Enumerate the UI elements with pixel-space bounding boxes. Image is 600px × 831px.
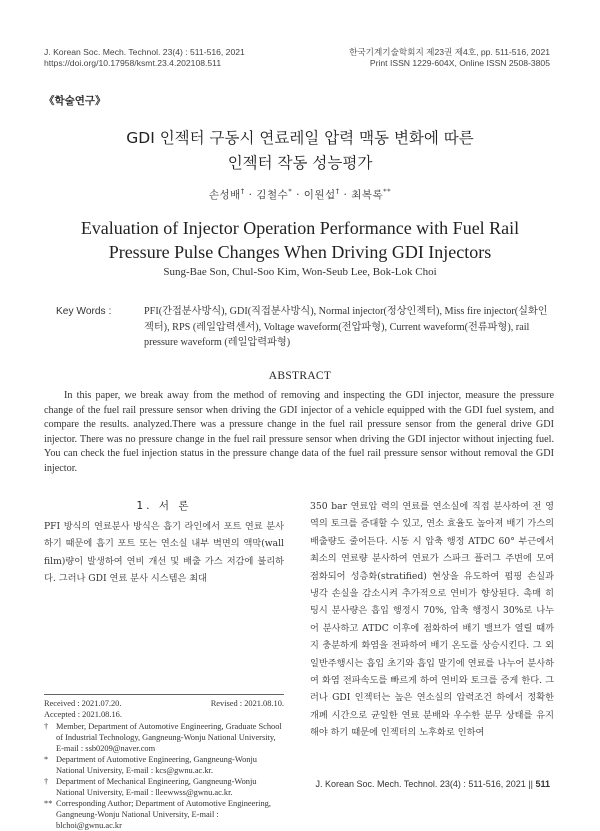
author-separator: ·	[292, 189, 304, 201]
authors-english: Sung-Bae Son, Chul-Soo Kim, Won-Seub Lee, Bok-Lok Choi	[163, 266, 437, 278]
author-name: 최복록	[351, 189, 384, 201]
keywords	[44, 304, 554, 351]
author-mark: †	[240, 187, 245, 196]
abstract-heading: ABSTRACT	[268, 370, 332, 382]
title-korean-line: GDI 인젝터 구동시 연료레일 압력 맥동 변화에 따른	[126, 129, 474, 147]
article-dates	[44, 698, 284, 720]
doi-link[interactable]: https://doi.org/10.17958/ksmt.23.4.202108.511	[44, 58, 222, 68]
section-heading: 1. 서 론	[136, 500, 192, 512]
footnote-divider	[44, 694, 284, 695]
author-name: 김철수	[256, 189, 289, 201]
author-name: 이원섭	[303, 189, 336, 201]
received-date: Received : 2021.07.20.	[44, 699, 122, 708]
page-footer	[315, 779, 550, 789]
author-footnotes	[44, 721, 284, 831]
keywords-text: PFI(간접분사방식), GDI(직접분사방식), Normal injector(정상인젝터), Miss fire injector(실화인젝터), RPS (레일압력센서), Voltage waveform(전압파형), Current waveform(전류파형), rail pressure waveform (레일압력파형)	[144, 306, 548, 348]
keywords-label: Key Words :	[56, 306, 112, 317]
footnote-text: Department of Mechanical Engineering, Gangneung-Wonju National University, E-mail : lleewwss@gwnu.ac.kr.	[56, 777, 257, 797]
body-paragraph-left: PFI 방식의 연료분사 방식은 흡기 라인에서 포트 연료 분사하기 때문에 흡기 포트 또는 연소실 내부 벽면의 액막(wall film)량이 발생하여 연비 개선 및 배출 가스 저감에 불리하다. 그러나 GDI 연료 분사 시스템은 최대	[44, 521, 284, 585]
footnote-text: Corresponding Author; Department of Automotive Engineering, Gangneung-Wonju National University, E-mail : blchoi@gwnu.ac.kr	[56, 799, 271, 830]
title-english-line: Pressure Pulse Changes When Driving GDI Injectors	[108, 242, 492, 262]
author-mark: *	[288, 187, 293, 196]
accepted-date: Accepted : 2021.08.16.	[44, 710, 122, 719]
footnote-item	[44, 754, 284, 776]
footnote-item	[44, 798, 284, 831]
title-english	[0, 216, 600, 264]
footnote-text: Department of Automotive Engineering, Gangneung-Wonju National University, E-mail : kcs@gwnu.ac.kr.	[56, 755, 257, 775]
author-separator: ·	[244, 189, 257, 201]
title-korean-line: 인젝터 작동 성능평가	[227, 154, 373, 172]
section-tag: 《학술연구》	[44, 95, 106, 107]
title-korean	[0, 126, 600, 176]
author-separator: ·	[339, 189, 352, 201]
footnote-mark: **	[44, 799, 53, 808]
footnote-mark: *	[44, 755, 49, 764]
abstract-text: In this paper, we break away from the method of removing and inspecting the GDI injector, measure the pressure change of the fuel rail pressure sensor when driving the GDI injector of a vehicle equipped with the GDI fuel system, and compare the results. analyzed.There was a pressure change in the fuel rail pressure sensor from the general drive GDI injector. There was no pressure change in the fuel rail pressure sensor when driving the GDI injector without injecting fuel. You can check the fuel injection status in the pressure change data of the fuel rail pressure sensor without removal the GDI injector.	[44, 390, 554, 474]
journal-citation-line: J. Korean Soc. Mech. Technol. 23(4) : 511-516, 2021	[44, 47, 245, 57]
footnote-item	[44, 776, 284, 798]
footnote-mark: †	[44, 722, 49, 731]
journal-citation	[44, 47, 245, 69]
footnote-mark: †	[44, 777, 49, 786]
journal-issn	[349, 47, 550, 69]
revised-date: Revised : 2021.08.10.	[210, 699, 284, 708]
body-paragraph-right: 350 bar 연료압 력의 연료를 연소실에 직접 분사하여 전 영역의 토크를 증대할 수 있고, 연소 효율도 높아져 배기 가스의 배출량도 줄어든다. 시동 시 압축 행정 ATDC 60° 부근에서 최소의 연료량 분사하여 연료가 스파크 플러그 주변에 모여 점화되어 성층화(stratified) 현상을 유도하여 펌핑 손실과 냉각 손실을 감소시켜 추가적으로 연비가 향상된다. 촉매 히팅시 분사량은 흡입 행정시 70%, 압축 행정시 30%로 나누어 분사하고 ATDC 이후에 점화하여 배기 밸브가 열릴 때까지 충분하게 화염을 전파하여 배기 온도를 상승시킨다. 그 외 일반주행시는 흡입 초기와 흡입 말기에 연료를 나누어 분사하여 화염 전파속도를 빠르게 하여 연비와 토크를 증게 한다. 그러나 GDI 인젝터는 높은 연소실의 압력조건 하에서 정확한 개폐 시간으로 균일한 연료 분배와 우수한 분무 상태를 유지해야 하기 때문에 인젝터의 노후화로 인하여	[310, 501, 554, 739]
title-english-line: Evaluation of Injector Operation Performance with Fuel Rail	[80, 218, 520, 238]
journal-korean-citation: 한국기계기술학회지 제23권 제4호, pp. 511-516, 2021	[349, 47, 550, 57]
author-name: 손성배	[208, 189, 241, 201]
footer-citation: J. Korean Soc. Mech. Technol. 23(4) : 511-516, 2021 ||	[315, 779, 533, 789]
author-mark: †	[335, 187, 340, 196]
issn-line: Print ISSN 1229-604X, Online ISSN 2508-3805	[369, 58, 550, 68]
footnote-text: Member, Department of Automotive Engineering, Graduate School of Industrial Technology, Gangneung-Wonju National University, E-mail : ssb0209@naver.com	[56, 722, 282, 753]
footnote-item	[44, 721, 284, 754]
page-number: 511	[535, 779, 550, 789]
author-mark: **	[383, 187, 392, 196]
authors-korean	[0, 187, 600, 202]
